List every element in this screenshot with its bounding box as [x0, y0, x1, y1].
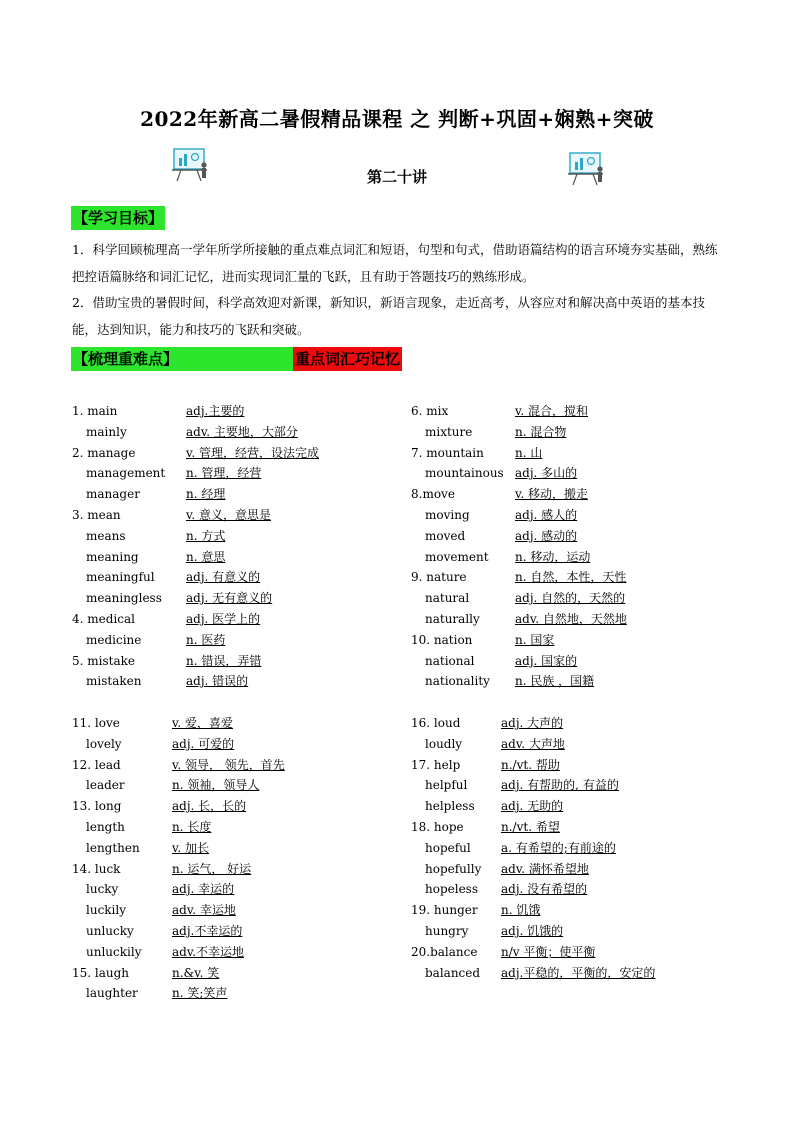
- vocab-word: 2. manage: [72, 445, 136, 460]
- vocab-entry-line: [86, 986, 227, 1000]
- vocab-word: 13. long: [72, 799, 122, 814]
- vocab-entry: [411, 651, 721, 672]
- vocab-word: 4. medical: [72, 611, 135, 626]
- vocab-entry-line: [425, 425, 566, 439]
- vocab-word: laughter: [86, 986, 138, 1001]
- vocab-entry: [72, 921, 382, 942]
- vocab-entry-line: [425, 737, 565, 751]
- vocab-definition: n. 山: [515, 445, 543, 460]
- vocab-word: moved: [425, 528, 466, 543]
- objective-item: 1．科学回顾梳理高一学年所学所接触的重点难点词汇和短语，句型和句式，借助语篇结构的语言环境夯实基础，熟练把控语篇脉络和词汇记忆，进而实现词汇量的飞跃，且有助于答题技巧的熟练形成。: [72, 242, 718, 284]
- vocab-definition: adj. 错误的: [186, 674, 249, 689]
- vocab-entry-line: [86, 945, 244, 959]
- vocab-word: management: [86, 466, 166, 481]
- vocab-entry: [72, 463, 382, 484]
- vocab-entry: [72, 838, 382, 859]
- vocab-entry-line: [86, 487, 225, 501]
- vocab-entry-line: [72, 446, 319, 460]
- vocab-entry: [411, 588, 721, 609]
- vocab-entry: [411, 463, 721, 484]
- vocab-definition: n. 自然，本性，天性: [515, 570, 627, 585]
- vocab-entry-line: [411, 446, 542, 460]
- vocab-entry: [72, 713, 382, 734]
- vocab-entry-line: [425, 550, 590, 564]
- vocab-entry-line: [72, 508, 271, 522]
- vocab-word: 20.balance: [411, 944, 478, 959]
- vocab-word: mixture: [425, 424, 473, 439]
- vocab-entry: [411, 900, 721, 921]
- vocab-word: 11. love: [72, 716, 120, 730]
- vocab-entry: [72, 671, 382, 692]
- vocab-definition: a. 有希望的;有前途的: [501, 840, 616, 855]
- vocab-entry: [72, 983, 382, 1004]
- vocab-entry: [411, 567, 721, 588]
- vocab-entry-line: [411, 758, 560, 772]
- vocab-word: means: [86, 528, 126, 543]
- vocab-definition: n. 混合物: [515, 424, 567, 439]
- vocab-definition: adj. 无助的: [501, 799, 564, 814]
- vocab-definition: n. 饥饿: [501, 903, 541, 918]
- vocab-definition: v. 管理，经营，设法完成: [186, 445, 319, 460]
- vocab-definition: adj. 无有意义的: [186, 591, 273, 606]
- vocab-entry: [72, 734, 382, 755]
- vocab-word: nationality: [425, 674, 490, 689]
- vocab-definition: v. 爱，喜爱: [172, 716, 233, 730]
- vocab-word: 12. lead: [72, 757, 121, 772]
- vocab-entry-line: [425, 778, 619, 792]
- vocab-entry: [411, 401, 721, 422]
- vocab-word: 6. mix: [411, 404, 449, 418]
- learning-objectives-tag: 【学习目标】: [71, 206, 165, 230]
- vocab-word: 16. loud: [411, 716, 461, 730]
- vocab-definition: n. 笑;笑声: [172, 986, 228, 1001]
- vocab-word: hopeless: [425, 882, 478, 897]
- vocab-word: loudly: [425, 736, 463, 751]
- vocab-word: length: [86, 819, 125, 834]
- vocab-definition: adj. 可爱的: [172, 736, 235, 751]
- vocab-entry: [72, 963, 382, 984]
- vocab-entry: [72, 609, 382, 630]
- vocab-entry: [72, 796, 382, 817]
- vocab-entry: [72, 484, 382, 505]
- vocab-entry-line: [425, 529, 577, 543]
- lecture-number: 第二十讲: [366, 168, 427, 186]
- vocab-definition: adj. 医学上的: [186, 611, 261, 626]
- vocab-entry: [72, 630, 382, 651]
- vocab-definition: n/v 平衡；使平衡: [501, 944, 596, 959]
- vocab-definition: adj. 有帮助的, 有益的: [501, 778, 619, 793]
- vocab-entry-line: [86, 841, 209, 855]
- vocab-entry-line: [411, 570, 626, 584]
- vocab-entry: [72, 817, 382, 838]
- vocab-entry-line: [72, 404, 244, 418]
- vocab-word: leader: [86, 778, 125, 793]
- vocab-entry: [72, 443, 382, 464]
- vocab-entry-line: [72, 799, 246, 813]
- vocab-entry: [411, 484, 721, 505]
- vocab-word: hopeful: [425, 840, 471, 855]
- vocab-entry-line: [86, 737, 234, 751]
- vocab-entry-line: [425, 862, 589, 876]
- vocab-entry-line: [86, 903, 236, 917]
- vocab-word: meaningful: [86, 570, 155, 585]
- vocab-entry: [411, 713, 721, 734]
- vocab-entry-line: [86, 882, 234, 896]
- vocab-block-1-right: [411, 401, 721, 692]
- vocab-entry: [72, 651, 382, 672]
- vocab-word: 14. luck: [72, 861, 121, 876]
- vocab-definition: adv. 幸运地: [172, 903, 236, 918]
- vocab-entry-line: [86, 570, 260, 584]
- vocab-definition: n. 错误，弄错: [186, 653, 262, 668]
- vocab-word: 19. hunger: [411, 903, 478, 918]
- vocab-word: helpful: [425, 778, 468, 793]
- vocab-definition: n. 领袖，领导人: [172, 778, 260, 793]
- vocab-definition: n.&v. 笑: [172, 965, 220, 980]
- vocab-definition: n. 方式: [186, 528, 226, 543]
- vocab-entry: [411, 879, 721, 900]
- vocab-word: movement: [425, 549, 489, 564]
- vocab-entry: [411, 942, 721, 963]
- vocab-word: mountainous: [425, 466, 504, 481]
- vocab-entry: [72, 422, 382, 443]
- vocab-word: national: [425, 653, 475, 668]
- vocab-entry-line: [86, 529, 225, 543]
- vocab-entry: [72, 567, 382, 588]
- vocab-entry: [72, 526, 382, 547]
- vocab-definition: n. 医药: [186, 632, 226, 647]
- vocab-word: 3. mean: [72, 507, 121, 522]
- vocab-entry: [411, 817, 721, 838]
- vocab-memory-tag: 重点词汇巧记忆: [293, 347, 402, 371]
- vocab-entry-line: [425, 799, 563, 813]
- vocab-entry: [411, 609, 721, 630]
- vocab-entry-line: [425, 882, 587, 896]
- vocab-entry-line: [86, 674, 248, 688]
- vocab-entry-line: [411, 903, 540, 917]
- vocab-definition: adv. 主要地，大部分: [186, 424, 298, 439]
- objectives-section: [72, 237, 724, 343]
- vocab-entry-line: [411, 820, 560, 834]
- vocab-entry: [72, 588, 382, 609]
- vocab-word: meaning: [86, 549, 139, 564]
- vocab-entry-line: [72, 758, 285, 772]
- vocab-entry-line: [72, 612, 260, 626]
- vocab-word: lengthen: [86, 840, 140, 855]
- vocab-entry-line: [86, 820, 211, 834]
- vocab-block-2-left: [72, 713, 382, 1004]
- vocab-word: lovely: [86, 736, 122, 751]
- vocab-entry: [411, 755, 721, 776]
- vocab-definition: adj. 自然的，天然的: [515, 591, 626, 606]
- vocab-entry: [72, 900, 382, 921]
- vocab-word: hopefully: [425, 861, 482, 876]
- vocab-entry: [72, 775, 382, 796]
- vocab-block-2-right: [411, 713, 721, 983]
- vocab-entry-line: [425, 674, 594, 688]
- vocab-entry: [72, 879, 382, 900]
- vocab-entry: [72, 859, 382, 880]
- vocab-definition: adj. 大声的: [501, 716, 564, 730]
- vocab-word: unluckily: [86, 944, 142, 959]
- vocab-definition: v. 加长: [172, 840, 209, 855]
- vocab-word: mainly: [86, 424, 127, 439]
- vocab-entry-line: [425, 966, 655, 980]
- vocab-definition: adv.不幸运地: [172, 944, 245, 959]
- vocab-entry-line: [86, 633, 225, 647]
- page-title: 2022年新高二暑假精品课程 之 判断+巩固+娴熟+突破: [140, 107, 654, 131]
- vocab-word: manager: [86, 487, 140, 502]
- vocab-definition: adj. 感人的: [515, 507, 578, 522]
- vocab-entry: [411, 526, 721, 547]
- vocab-word: natural: [425, 591, 470, 606]
- vocab-entry-line: [86, 591, 272, 605]
- vocab-word: 8.move: [411, 487, 455, 502]
- vocab-definition: adv. 大声地: [501, 736, 565, 751]
- vocab-entry-line: [425, 466, 577, 480]
- vocab-word: 7. mountain: [411, 445, 484, 460]
- vocab-definition: adv. 自然地，天然地: [515, 611, 627, 626]
- vocab-definition: n./vt. 帮助: [501, 757, 560, 772]
- vocab-entry-line: [411, 487, 588, 501]
- vocab-definition: adj. 感动的: [515, 528, 578, 543]
- vocab-entry: [72, 755, 382, 776]
- vocab-word: 9. nature: [411, 570, 467, 585]
- vocab-entry-line: [72, 716, 233, 730]
- vocab-entry-line: [72, 966, 219, 980]
- vocab-entry-line: [425, 591, 625, 605]
- objective-item: 2．借助宝贵的暑假时间，科学高效迎对新课，新知识，新语言现象，走近高考，从容应对和解决高中英语的基本技能，达到知识，能力和技巧的飞跃和突破。: [72, 295, 705, 337]
- vocab-block-1-left: [72, 401, 382, 692]
- vocab-definition: adj. 没有希望的: [501, 882, 588, 897]
- vocab-entry: [411, 734, 721, 755]
- vocab-word: 1. main: [72, 404, 118, 418]
- vocab-word: mistaken: [86, 674, 142, 689]
- vocab-entry-line: [72, 862, 251, 876]
- vocab-entry-line: [411, 945, 595, 959]
- vocab-word: 17. help: [411, 757, 461, 772]
- vocab-definition: n. 意思: [186, 549, 226, 564]
- vocab-entry: [411, 505, 721, 526]
- vocab-entry: [411, 443, 721, 464]
- vocab-entry-line: [411, 633, 554, 647]
- vocab-definition: v. 移动，搬走: [515, 487, 588, 502]
- vocab-definition: n. 民族 ，国籍: [515, 674, 595, 689]
- vocab-definition: n. 长度: [172, 819, 212, 834]
- vocab-entry: [411, 547, 721, 568]
- vocab-definition: adj. 长，长的: [172, 799, 247, 814]
- vocab-entry: [411, 921, 721, 942]
- vocab-definition: v. 意义，意思是: [186, 507, 271, 522]
- vocab-definition: adj.不幸运的: [172, 923, 243, 938]
- vocab-definition: adj. 国家的: [515, 653, 578, 668]
- vocab-entry: [411, 775, 721, 796]
- vocab-entry-line: [86, 466, 261, 480]
- vocab-word: 5. mistake: [72, 653, 135, 668]
- vocab-definition: n. 国家: [515, 632, 555, 647]
- vocab-entry-line: [86, 778, 259, 792]
- vocab-word: 15. laugh: [72, 965, 130, 980]
- vocab-definition: adj. 多山的: [515, 466, 578, 481]
- vocab-entry: [411, 796, 721, 817]
- vocab-entry: [411, 963, 721, 984]
- vocab-definition: n. 管理，经营: [186, 466, 262, 481]
- vocab-entry-line: [72, 654, 261, 668]
- vocab-word: meaningless: [86, 591, 162, 606]
- vocab-entry-line: [425, 924, 563, 938]
- vocab-entry-line: [86, 550, 225, 564]
- vocab-entry-line: [425, 612, 627, 626]
- vocab-entry: [411, 859, 721, 880]
- vocab-word: luckily: [86, 903, 127, 918]
- vocab-entry-line: [86, 425, 298, 439]
- vocab-definition: n. 运气， 好运: [172, 861, 252, 876]
- vocab-definition: adj. 幸运的: [172, 882, 235, 897]
- vocab-definition: adj. 饥饿的: [501, 923, 564, 938]
- vocab-entry: [411, 422, 721, 443]
- vocab-definition: v. 领导， 领先，首先: [172, 757, 285, 772]
- vocab-word: hungry: [425, 923, 469, 938]
- vocab-entry-line: [425, 508, 577, 522]
- vocab-entry: [411, 671, 721, 692]
- vocab-definition: adj. 有意义的: [186, 570, 261, 585]
- vocab-entry: [72, 401, 382, 422]
- vocab-definition: adj.主要的: [186, 404, 245, 418]
- vocab-definition: v. 混合，搅和: [515, 404, 588, 418]
- vocab-entry: [72, 547, 382, 568]
- vocab-entry-line: [411, 404, 588, 418]
- vocab-definition: adv. 满怀希望地: [501, 861, 589, 876]
- vocab-definition: n. 移动，运动: [515, 549, 591, 564]
- vocab-word: helpless: [425, 799, 475, 814]
- vocab-entry-line: [425, 654, 577, 668]
- vocab-word: naturally: [425, 611, 480, 626]
- vocab-definition: n./vt. 希望: [501, 819, 560, 834]
- vocab-definition: adj.平稳的，平衡的，安定的: [501, 965, 656, 980]
- vocab-word: medicine: [86, 632, 142, 647]
- vocab-entry-line: [411, 716, 563, 730]
- vocab-definition: n. 经理: [186, 487, 226, 502]
- vocab-word: 18. hope: [411, 819, 464, 834]
- vocab-entry: [72, 942, 382, 963]
- vocab-entry-line: [425, 841, 616, 855]
- vocab-word: lucky: [86, 882, 119, 897]
- vocab-word: 10. nation: [411, 632, 473, 647]
- vocab-entry: [411, 630, 721, 651]
- vocab-entry: [411, 838, 721, 859]
- vocab-word: moving: [425, 507, 470, 522]
- vocab-entry-line: [86, 924, 242, 938]
- vocab-word: balanced: [425, 965, 481, 980]
- vocab-entry: [72, 505, 382, 526]
- key-points-tag: 【梳理重难点】: [71, 347, 293, 371]
- vocab-word: unlucky: [86, 923, 134, 938]
